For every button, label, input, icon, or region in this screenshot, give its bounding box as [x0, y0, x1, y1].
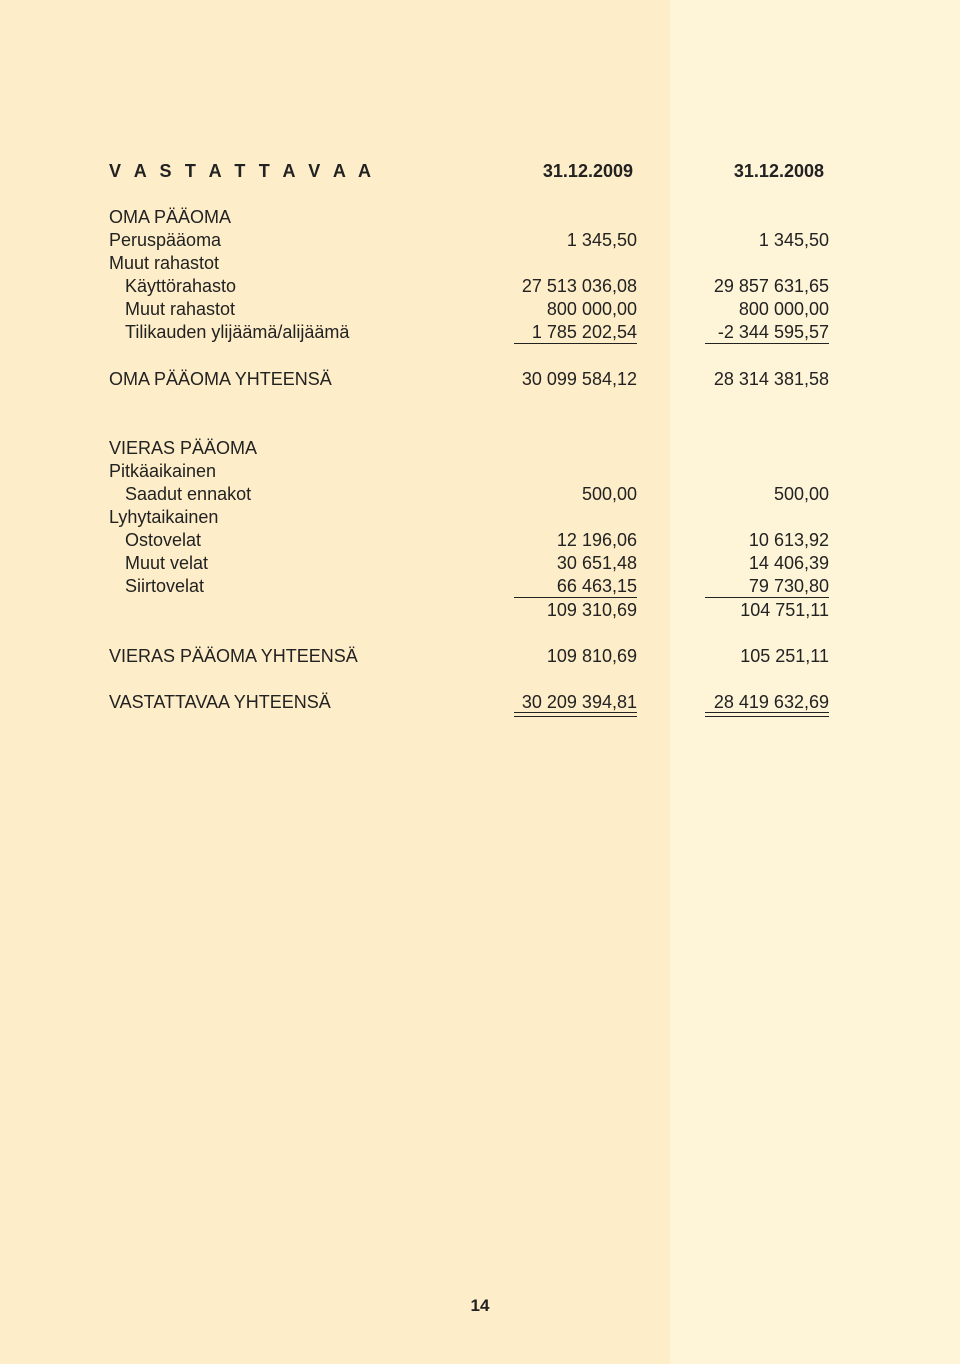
value-2009: 500,00 [581, 484, 637, 504]
subtotal-2009: 109 310,69 [546, 600, 637, 620]
equity-heading-row [0, 205, 960, 229]
value-2008: 28 419 632,69 [713, 692, 829, 712]
long-term-heading-row [0, 459, 960, 483]
column-header-2008: 31.12.2008 [733, 161, 824, 181]
value-2009: 12 196,06 [556, 530, 637, 550]
value-2009: 800 000,00 [546, 299, 637, 319]
value-2009: 30 209 394,81 [521, 692, 637, 712]
value-2008: 28 314 381,58 [713, 369, 829, 389]
table-row [0, 482, 960, 506]
value-2008: 500,00 [773, 484, 829, 504]
row-label: Muut velat [125, 553, 209, 573]
row-label: VIERAS PÄÄOMA YHTEENSÄ [109, 646, 358, 666]
row-label: Muut rahastot [125, 299, 236, 319]
value-2009: 27 513 036,08 [521, 276, 637, 296]
row-label: Peruspääoma [109, 230, 222, 250]
value-2008: 800 000,00 [738, 299, 829, 319]
short-term-subtotal-row [0, 598, 960, 622]
value-2009: 30 099 584,12 [521, 369, 637, 389]
value-2009: 30 651,48 [556, 553, 637, 573]
liabilities-heading: VIERAS PÄÄOMA [109, 438, 258, 458]
column-header-2009: 31.12.2009 [542, 161, 633, 181]
value-2008: 29 857 631,65 [713, 276, 829, 296]
row-label: Saadut ennakot [125, 484, 252, 504]
table-row [0, 574, 960, 598]
value-2009: 1 345,50 [566, 230, 637, 250]
long-term-heading: Pitkäaikainen [109, 461, 217, 481]
table-row [0, 274, 960, 298]
value-2008: 14 406,39 [748, 553, 829, 573]
grand-total-double-underline-2008 [705, 712, 829, 717]
grand-total-row [0, 690, 960, 714]
other-funds-heading: Muut rahastot [109, 253, 220, 273]
page-number: 14 [470, 1296, 490, 1315]
balance-sheet-header [0, 159, 960, 183]
value-2009: 1 785 202,54 [531, 322, 637, 342]
table-row [0, 320, 960, 344]
table-row [0, 228, 960, 252]
row-label: OMA PÄÄOMA YHTEENSÄ [109, 369, 332, 389]
value-2008: -2 344 595,57 [717, 322, 829, 342]
row-label: Ostovelat [125, 530, 202, 550]
short-term-heading: Lyhytaikainen [109, 507, 219, 527]
subtotal-underline-2009 [514, 343, 637, 344]
value-2008: 1 345,50 [758, 230, 829, 250]
row-label: Käyttörahasto [125, 276, 237, 296]
equity-heading: OMA PÄÄOMA [109, 207, 232, 227]
table-row [0, 551, 960, 575]
value-2008: 10 613,92 [748, 530, 829, 550]
row-label: VASTATTAVAA YHTEENSÄ [109, 692, 331, 712]
grand-total-double-underline-2009 [514, 712, 637, 717]
table-row [0, 297, 960, 321]
row-label: Siirtovelat [125, 576, 205, 596]
liabilities-heading-row [0, 436, 960, 460]
table-row [0, 528, 960, 552]
liabilities-total-row [0, 644, 960, 668]
row-label: Tilikauden ylijäämä/alijäämä [125, 322, 350, 342]
value-2009: 109 810,69 [546, 646, 637, 666]
value-2008: 79 730,80 [748, 576, 829, 596]
subtotal-underline-2008 [705, 343, 829, 344]
value-2009: 66 463,15 [556, 576, 637, 596]
short-term-heading-row [0, 505, 960, 529]
page-title: V A S T A T T A V A A [109, 161, 376, 181]
other-funds-heading-row [0, 251, 960, 275]
equity-total-row [0, 367, 960, 391]
value-2008: 105 251,11 [740, 646, 829, 666]
subtotal-2008: 104 751,11 [740, 600, 829, 620]
